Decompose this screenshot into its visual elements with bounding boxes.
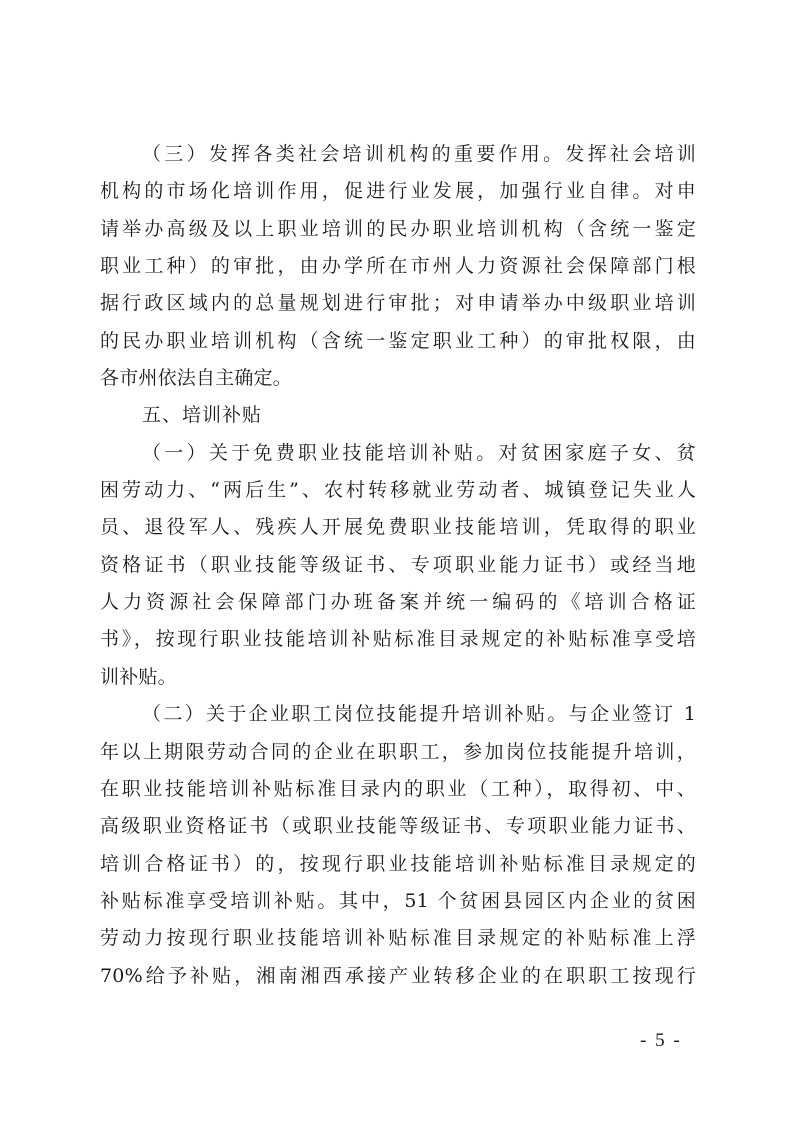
section-heading: 五、培训补贴 (142, 404, 263, 427)
paragraph-line: 培训合格证书）的，按现行职业技能培训补贴标准目录规定的 (100, 852, 696, 875)
paragraph-line: 70%给予补贴，湘南湘西承接产业转移企业的在职职工按现行 (100, 964, 696, 987)
paragraph-line: 职业工种）的审批，由办学所在市州人力资源社会保障部门根 (100, 255, 696, 278)
paragraph-line: 高级职业资格证书（或职业技能等级证书、专项职业能力证书、 (100, 815, 696, 838)
paragraph-line: 员、退役军人、残疾人开展免费职业技能培训，凭取得的职业 (100, 516, 696, 539)
paragraph-line: 在职业技能培训补贴标准目录内的职业（工种），取得初、中、 (100, 777, 696, 800)
paragraph-line: 人力资源社会保障部门办班备案并统一编码的《培训合格证 (100, 591, 696, 614)
paragraph-line: 的民办职业培训机构（含统一鉴定职业工种）的审批权限，由 (100, 329, 696, 352)
paragraph-line: 年以上期限劳动合同的企业在职职工，参加岗位技能提升培训， (100, 740, 696, 763)
paragraph-line: 训补贴。 (100, 665, 177, 688)
paragraph-line: （三）发挥各类社会培训机构的重要作用。发挥社会培训 (142, 143, 696, 165)
paragraph-line: 资格证书（职业技能等级证书、专项职业能力证书）或经当地 (100, 553, 696, 576)
paragraph-line: （一）关于免费职业技能培训补贴。对贫困家庭子女、贫 (142, 441, 696, 464)
paragraph-line: （二）关于企业职工岗位技能提升培训补贴。与企业签订 1 (142, 703, 696, 726)
paragraph-line: 机构的市场化培训作用，促进行业发展，加强行业自律。对申 (100, 180, 696, 203)
paragraph-line: 补贴标准享受培训补贴。其中，51 个贫困县园区内企业的贫困 (100, 889, 696, 912)
paragraph-line: 各市州依法自主确定。 (100, 367, 293, 390)
paragraph-line: 书》，按现行职业技能培训补贴标准目录规定的补贴标准享受培 (100, 628, 696, 651)
paragraph-line: 据行政区域内的总量规划进行审批；对申请举办中级职业培训 (100, 292, 696, 315)
paragraph-line: 劳动力按现行职业技能培训补贴标准目录规定的补贴标准上浮 (100, 927, 696, 950)
page-number: - 5 - (640, 1030, 682, 1051)
paragraph-line: 困劳动力、“两后生”、农村转移就业劳动者、城镇登记失业人 (100, 479, 696, 502)
paragraph-line: 请举办高级及以上职业培训的民办职业培训机构（含统一鉴定 (100, 217, 696, 240)
document-body (100, 136, 696, 995)
